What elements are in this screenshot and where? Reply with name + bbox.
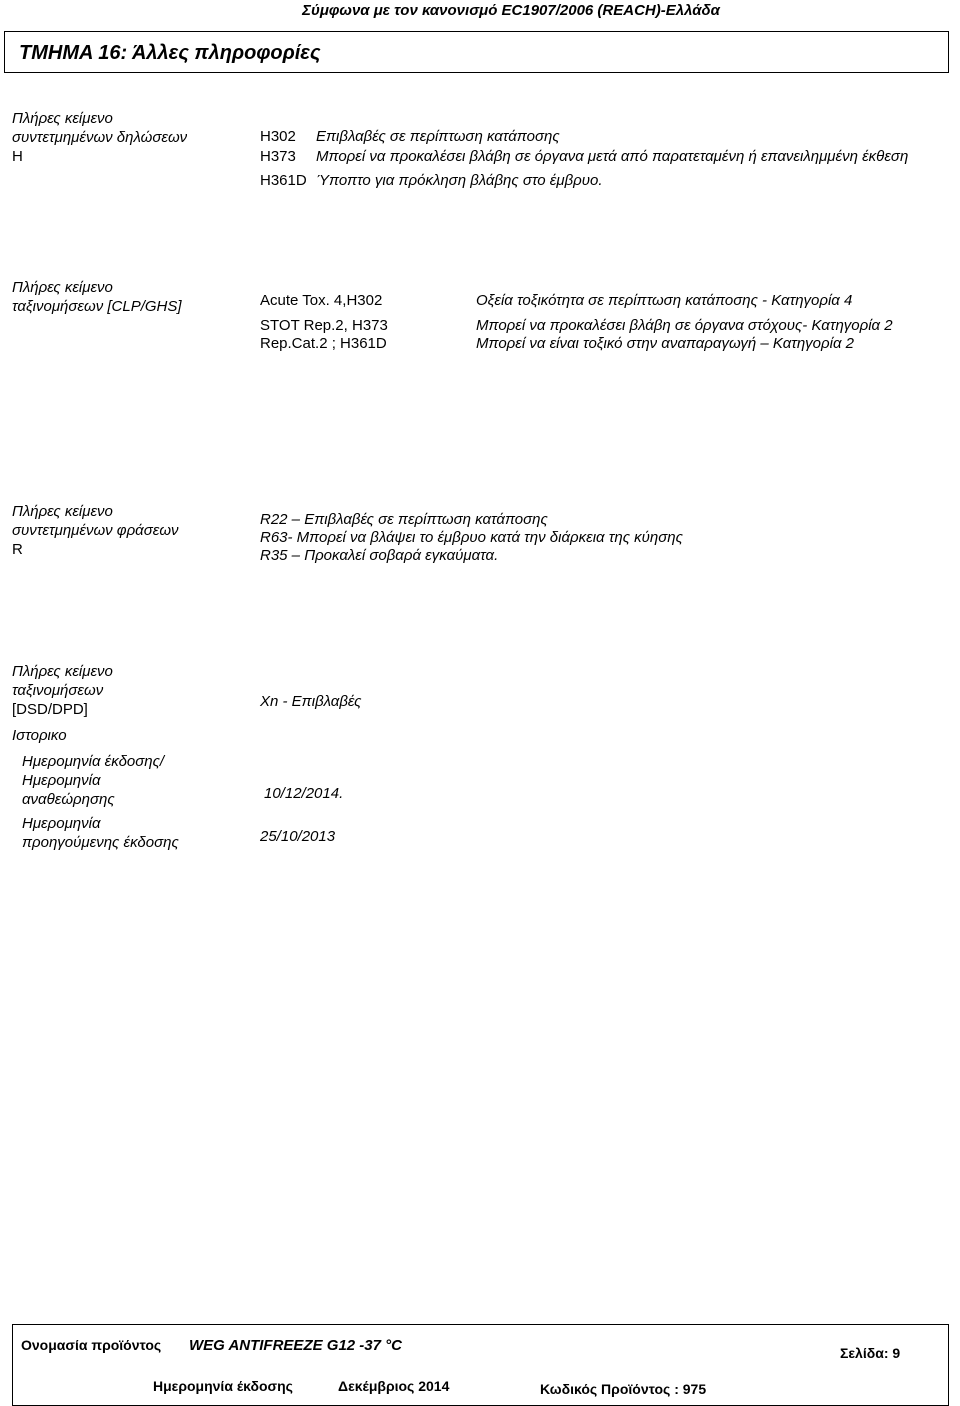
clp-row-text: Μπορεί να προκαλέσει βλάβη σε όργανα στόχους- Κατηγορία 2: [476, 317, 893, 334]
issue-date-value: 10/12/2014.: [264, 785, 344, 802]
product-code: Κωδικός Προϊόντος : 975: [540, 1381, 707, 1397]
clp-row-text: Μπορεί να είναι τοξικό στην αναπαραγωγή – Κατηγορία 2: [476, 335, 855, 352]
h361d-text: Ύποπτο για πρόκληση βλάβης στο έμβρυο.: [316, 172, 603, 189]
section-title: ΤΜΗΜΑ 16: Άλλες πληροφορίες: [19, 42, 321, 64]
clp-row-code: Rep.Cat.2 ; H361D: [260, 335, 387, 352]
clp-row-code: Acute Tox. 4,H302: [260, 292, 383, 309]
r-phrases-label: Πλήρες κείμενο συντετμημένων φράσεων R: [12, 503, 179, 558]
previous-issue-label: Ημερομηνία προηγούμενης έκδοσης: [22, 815, 179, 851]
product-name: WEG ANTIFREEZE G12 -37 °C: [189, 1337, 402, 1354]
clp-label: Πλήρες κείμενο ταξινομήσεων [CLP/GHS]: [12, 279, 182, 315]
page-number: Σελίδα: 9: [840, 1345, 901, 1361]
r22-phrase: R22 – Επιβλαβές σε περίπτωση κατάποσης: [260, 511, 548, 528]
dsd-value: Xn - Επιβλαβές: [260, 693, 362, 710]
issue-date-footer-value: Δεκέμβριος 2014: [338, 1378, 450, 1394]
h373-code: H373: [260, 148, 296, 165]
previous-issue-value: 25/10/2013: [260, 828, 336, 845]
history-heading: Ιστορικο: [12, 727, 67, 744]
clp-row-code: STOT Rep.2, H373: [260, 317, 388, 334]
regulation-header: Σύμφωνα με τον κανονισμό EC1907/2006 (REACH)-Ελλάδα: [302, 2, 720, 19]
h373-text: Μπορεί να προκαλέσει βλάβη σε όργανα μετά από παρατεταμένη ή επανειλημμένη έκθεση: [316, 148, 909, 165]
section-title-box: [4, 31, 949, 73]
r35-phrase: R35 – Προκαλεί σοβαρά εγκαύματα.: [260, 547, 499, 564]
issue-date-label: Ημερομηνία έκδοσης/ Ημερομηνία αναθεώρησης: [22, 753, 165, 808]
footer: [12, 1324, 949, 1406]
h-statements-label: Πλήρες κείμενο συντετμημένων δηλώσεων H: [12, 110, 188, 165]
product-name-label: Ονομασία προϊόντος: [21, 1337, 162, 1353]
clp-row-text: Οξεία τοξικότητα σε περίπτωση κατάποσης - Κατηγορία 4: [476, 292, 853, 309]
h361d-code: H361D: [260, 172, 307, 189]
h302-text: Επιβλαβές σε περίπτωση κατάποσης: [316, 128, 560, 145]
h302-code: H302: [260, 128, 296, 145]
r63-phrase: R63- Μπορεί να βλάψει το έμβρυο κατά την διάρκεια της κύησης: [260, 529, 683, 546]
dsd-label: Πλήρες κείμενο ταξινομήσεων [DSD/DPD]: [12, 663, 113, 718]
issue-date-footer-label: Ημερομηνία έκδοσης: [153, 1378, 293, 1394]
